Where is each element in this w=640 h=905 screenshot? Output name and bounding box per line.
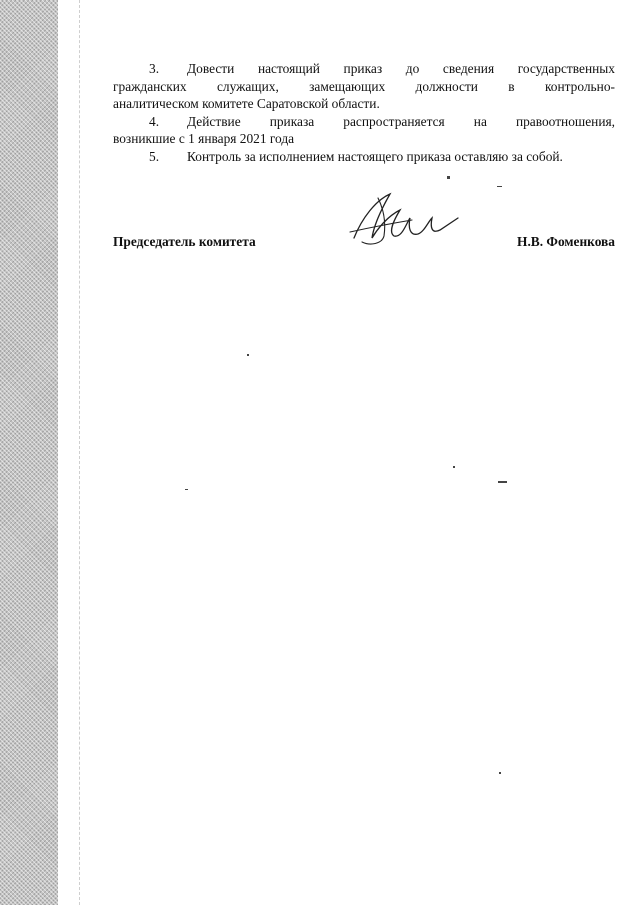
paragraph-4-line-2: [113, 130, 615, 148]
paragraph-text: аналитическом комитете Саратовской области.: [113, 96, 380, 112]
signature-block: [113, 234, 615, 256]
paragraph-text: возникшие с 1 января 2021 года: [113, 131, 295, 147]
scan-speck: [247, 354, 249, 356]
paragraph-text: Контроль за исполнением настоящего приказа оставляю за собой.: [187, 148, 563, 164]
scan-edge-texture: [0, 0, 58, 905]
paragraph-3-line-3: [113, 95, 615, 113]
paragraph-text: гражданских служащих, замещающих должности в контрольно-: [113, 78, 615, 94]
scan-speck: [499, 772, 501, 774]
scan-speck: [447, 176, 450, 179]
paragraph-5: [113, 148, 615, 166]
paragraph-text: Действие приказа распространяется на правоотношения,: [187, 113, 615, 129]
paragraph-text: Довести настоящий приказ до сведения государственных: [187, 61, 615, 76]
scan-speck: [498, 481, 507, 483]
paragraph-number: 5.: [149, 148, 160, 164]
signer-name: Н.В. Фоменкова: [517, 234, 615, 249]
paragraph-number: 3.: [149, 61, 160, 76]
document-body: [113, 60, 615, 166]
signature-stroke: [354, 194, 458, 238]
paragraph-number: 4.: [149, 113, 160, 129]
binding-fold-line: [79, 0, 80, 905]
paragraph-4: [113, 113, 615, 131]
scan-speck: [453, 466, 455, 468]
scan-speck: [497, 186, 502, 187]
paragraph-3: [113, 60, 615, 78]
signer-position: Председатель комитета: [113, 234, 256, 249]
paragraph-3-line-2: [113, 78, 615, 96]
scan-speck: [185, 489, 188, 490]
